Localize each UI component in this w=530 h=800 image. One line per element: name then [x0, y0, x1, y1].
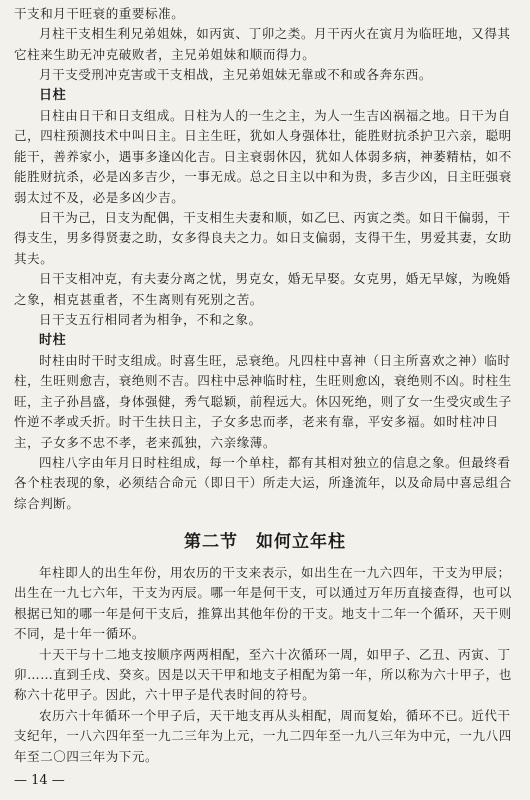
paragraph-month-pillar-harmony: 月柱干支相生利兄弟姐妹，如丙寅、丁卯之类。月干丙火在寅月为临旺地，又得其它柱来生助无冲克破败者，主兄弟姐妹和顺而得力。	[14, 26, 511, 62]
paragraph-hour-pillar-2: 四柱八字由年月日时柱组成，每一个单柱，都有其相对独立的信息之象。但最终看各个柱表现的象，必须结合命元（即日干）所走大运，所逢流年，以及命局中喜忌组合综合判断。	[14, 454, 512, 511]
section-title: 第二节 如何立年柱	[184, 532, 346, 552]
paragraph-hour-pillar-1: 时柱由时干时支组成。时喜生旺，忌衰绝。凡四柱中喜神（日主所喜欢之神）临时柱，生旺则愈吉，衰绝则不吉。四柱中忌神临时柱，生旺则愈凶，衰绝则不凶。时柱生旺，主子孙昌盛，身体强健，秀气聪颖，前程远大。休囚死绝，则了女一生受灾或生子忤逆不孝或夭折。时干生扶日主，子女多忠而孝，老来有靠，平安多福。如时柱冲日主，子女多不忠不孝，老来孤独，六亲缘薄。	[14, 352, 512, 450]
paragraph-day-pillar-1: 日柱由日干和日支组成。日柱为人的一生之主，为人一生吉凶祸福之地。日干为自己，四柱预测技术中叫日主。日主生旺，犹如人身强体壮，能胜财抗杀护卫六亲，聪明能干，善养家小，遇事多逢凶化吉。日主衰弱休囚，犹如人体弱多病，神萎精枯，如不能胜财抗杀，必是凶多吉少，一事无成。总之日主以中和为贵，多吉少凶，日主旺强衰弱太过不及，必是多凶少吉。	[14, 108, 512, 205]
section-text-block	[14, 563, 516, 767]
heading-day-pillar: 日柱	[39, 87, 67, 103]
paragraph-day-pillar-3: 日干支相冲克，有夫妻分离之忧，男克女，婚无早娶。女克男，婚无早嫁，为晚婚之象，相克甚重者，不生离则有死别之苦。	[14, 271, 511, 307]
heading-hour-pillar: 时柱	[39, 332, 67, 348]
page-number: — 14 —	[14, 773, 65, 788]
paragraph-continuation: 干支和月干旺衰的重要标准。	[14, 6, 185, 21]
paragraph-day-pillar-4: 日干支五行相同者为相争，不和之象。	[39, 312, 262, 328]
paragraph-year-pillar-2: 十天干与十二地支按顺序两两相配，至六十次循环一周，如甲子、乙丑、丙寅、丁卯……直到壬戌、癸亥。因是以天干甲和地支子相配为第一年，所以称为六十甲子，也称六十花甲子。因此，六十甲子是代表时间的符号。	[14, 646, 512, 703]
paragraph-year-pillar-1: 年柱即人的出生年份，用农历的干支来表示，如出生在一九六四年，干支为甲辰；出生在一九七六年，干支为丙辰。哪一年是何干支，可以通过万年历直接查得，也可以根据已知的哪一年是何干支后，推算出其他年份的干支。地支十二年一个循环，天干则不同，是十年一循环。	[14, 565, 512, 642]
paragraph-year-pillar-3: 农历六十年循环一个甲子后，天干地支再从头相配，周而复始，循环不已。近代干支纪年，一八六四年至一九二三年为上元，一九二四年至一九八三年为中元，一九八四年至二〇四三年为下元。	[14, 707, 512, 764]
top-text-block	[14, 4, 516, 514]
paragraph-day-pillar-2: 日干为己，日支为配偶，干支相生夫妻和顺，如乙巳、丙寅之类。如日干偏弱，干得支生，男多得贤妻之助，女多得良夫之力。如日支偏弱，支得干生，男爱其妻，女助其夫。	[14, 210, 512, 266]
paragraph-month-pillar-conflict: 月干支受刑冲克害或干支相战，主兄弟姐妹无靠或不和或各奔东西。	[39, 67, 433, 83]
